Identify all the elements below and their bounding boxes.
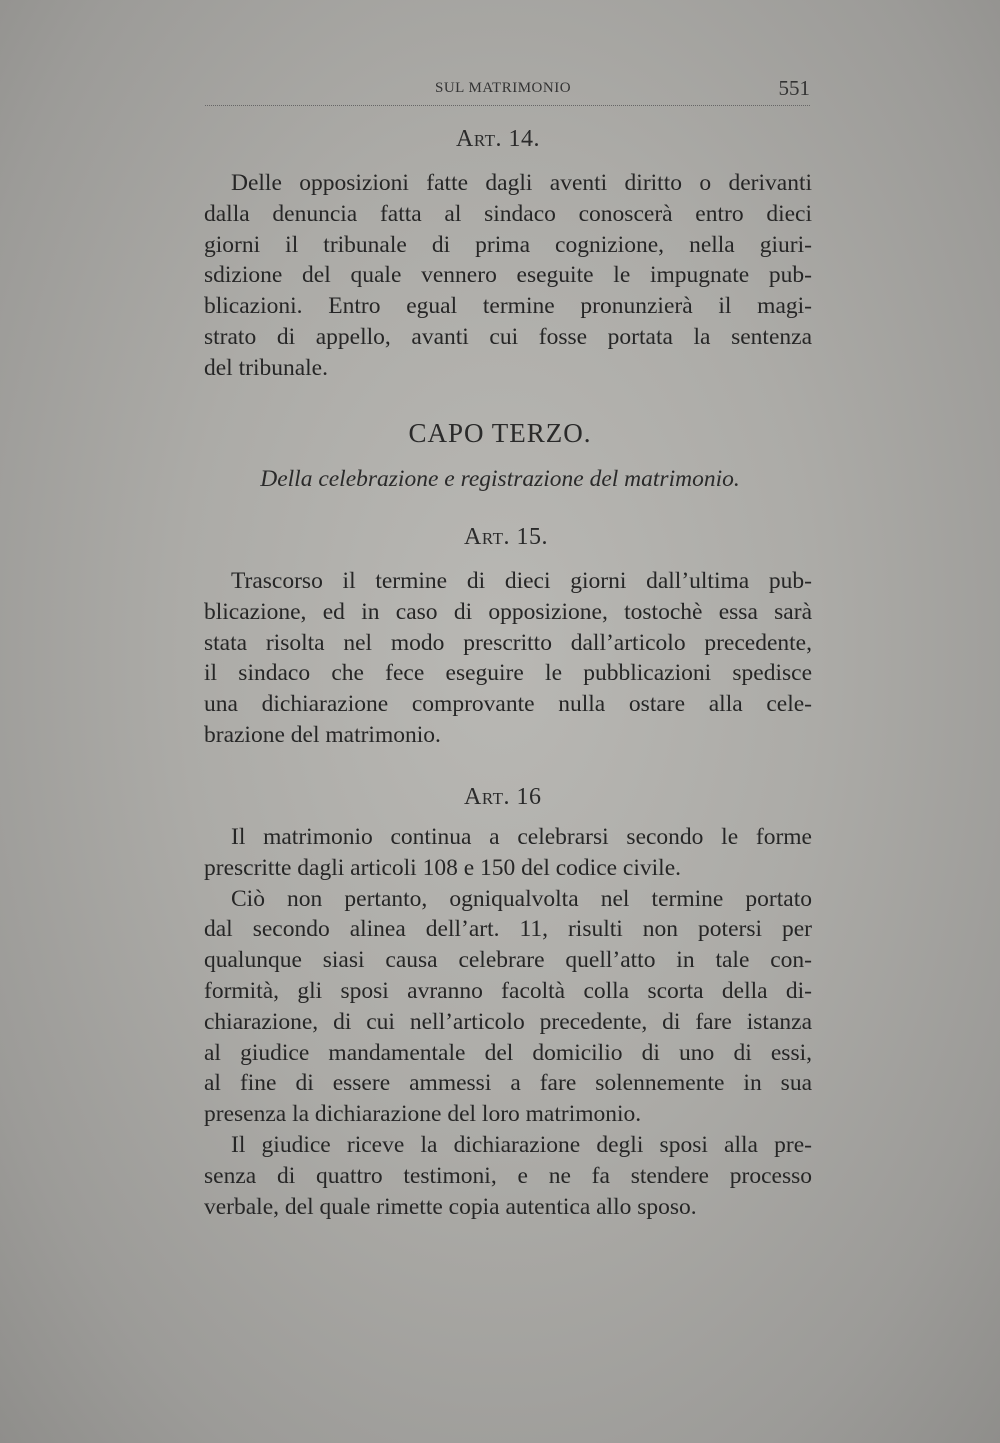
chapter-subtitle: Della celebrazione e registrazione del matrimonio.: [260, 466, 740, 492]
text-line: giorni il tribunale di prima cognizione, nella giuri-: [204, 231, 812, 258]
article-16-heading: Art. 16: [464, 784, 542, 810]
text-line: qualunque siasi causa celebrare quell’atto in tale con-: [204, 947, 812, 974]
text-line: prescritte dagli articoli 108 e 150 del codice civile.: [204, 854, 681, 881]
text-line: formità, gli sposi avranno facoltà colla scorta della di-: [204, 977, 812, 1004]
text-line: al giudice mandamentale del domicilio di uno di essi,: [204, 1039, 812, 1066]
text-line: dalla denuncia fatta al sindaco conoscerà entro dieci: [204, 200, 812, 227]
text-line: Il giudice riceve la dichiarazione degli sposi alla pre-: [231, 1131, 812, 1158]
text-line: il sindaco che fece eseguire le pubblicazioni spedisce: [204, 660, 812, 687]
text-line: stata risolta nel modo prescritto dall’articolo precedente,: [204, 629, 812, 656]
text-line: Delle opposizioni fatte dagli aventi diritto o derivanti: [231, 170, 812, 196]
article-14-heading: Art. 14.: [456, 126, 541, 152]
chapter-title: CAPO TERZO.: [408, 418, 592, 448]
text-line: una dichiarazione comprovante nulla ostare alla cele-: [204, 691, 812, 718]
article-16-text: [204, 822, 812, 1222]
text-line: Trascorso il termine di dieci giorni dall’ultima pub-: [231, 568, 812, 594]
text-line: chiarazione, di cui nell’articolo precedente, di fare istanza: [204, 1008, 812, 1035]
text-line: blicazioni. Entro egual termine pronunzierà il magi-: [204, 293, 812, 320]
text-line: del tribunale.: [204, 354, 328, 381]
article-15-heading: Art. 15.: [464, 524, 549, 550]
article-15-text: [204, 566, 812, 751]
page-number: 551: [778, 76, 810, 100]
text-line: Ciò non pertanto, ogniqualvolta nel termine portato: [231, 885, 812, 912]
text-line: blicazione, ed in caso di opposizione, tostochè essa sarà: [204, 598, 812, 625]
text-line: sdizione del quale vennero eseguite le impugnate pub-: [204, 262, 812, 289]
text-line: Il matrimonio continua a celebrarsi secondo le forme: [231, 824, 812, 850]
text-line: dal secondo alinea dell’art. 11, risulti non potersi per: [204, 916, 812, 943]
text-line: al fine di essere ammessi a fare solennemente in sua: [204, 1070, 812, 1097]
text-line: verbale, del quale rimette copia autentica allo sposo.: [204, 1193, 697, 1220]
text-line: senza di quattro testimoni, e ne fa stendere processo: [204, 1162, 812, 1189]
text-line: brazione del matrimonio.: [204, 721, 441, 748]
article-14-text: [204, 168, 812, 384]
text-line: presenza la dichiarazione del loro matrimonio.: [204, 1101, 642, 1128]
running-head: [205, 76, 810, 106]
running-title: SUL MATRIMONIO: [435, 80, 572, 96]
text-line: strato di appello, avanti cui fosse portata la sentenza: [204, 323, 812, 350]
header-rule: [205, 105, 810, 106]
